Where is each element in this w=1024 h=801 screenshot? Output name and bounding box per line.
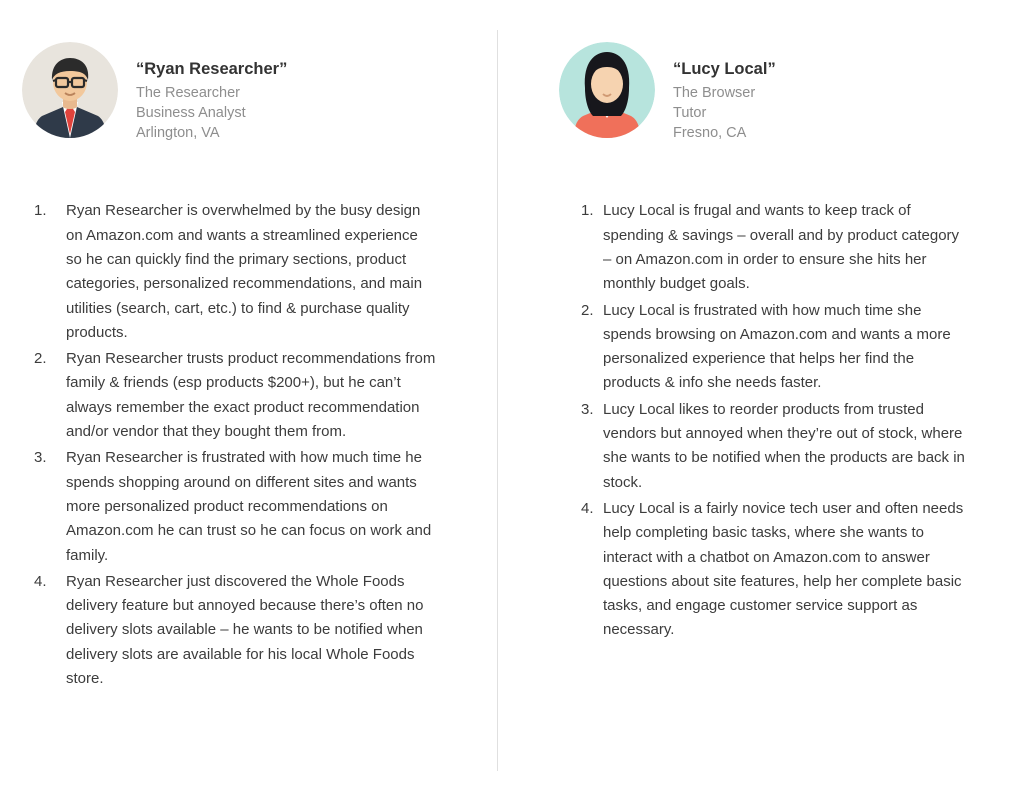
list-item xyxy=(22,570,469,691)
list-item xyxy=(22,446,469,567)
list-item-text: Lucy Local is a fairly novice tech user and often needs help completing basic tasks, where she wants to interact with a chatbot on Amazon.com to answer questions about site features, help her complete basic tasks, and engage customer service support as necessary. xyxy=(603,499,964,639)
persona-location: Arlington, VA xyxy=(136,125,220,142)
list-item-text: Lucy Local is frugal and wants to keep track of spending & savings – overall and by product category – on Amazon.com in order to ensure she hits her monthly budget goals. xyxy=(603,202,960,293)
avatar-female-dark-hair-icon xyxy=(559,42,655,138)
list-item-text: Ryan Researcher trusts product recommendations from family & friends (esp products $200+), but he can’t always remember the exact product recommendation and/or vendor that they bought them from. xyxy=(66,350,436,441)
persona-points-list xyxy=(559,199,974,642)
list-item xyxy=(22,199,469,345)
persona-location: Fresno, CA xyxy=(673,125,747,142)
list-item xyxy=(559,199,974,296)
list-item-number: 2. xyxy=(34,350,47,368)
persona-occupation: Tutor xyxy=(673,105,707,122)
persona-points-list xyxy=(22,199,469,691)
persona-card-lucy-local xyxy=(497,0,994,801)
list-item-text: Lucy Local is frustrated with how much time she spends browsing on Amazon.com and wants a more personalized experience that helps her find the products & info she needs faster. xyxy=(603,301,951,392)
list-item-number: 1. xyxy=(34,202,47,220)
persona-role: The Browser xyxy=(673,84,756,101)
persona-header xyxy=(559,42,974,143)
list-item xyxy=(559,497,974,643)
list-item-number: 2. xyxy=(581,301,594,319)
list-item-text: Ryan Researcher just discovered the Whole Foods delivery feature but annoyed because there’s often no delivery slots available – he wants to be notified when delivery slots are available for his local Whole Foods store. xyxy=(66,572,424,687)
list-item-number: 1. xyxy=(581,202,594,220)
avatar-male-glasses-suit-icon xyxy=(22,42,118,138)
list-item-number: 4. xyxy=(34,572,47,590)
persona-role: The Researcher xyxy=(136,84,240,101)
list-item xyxy=(559,299,974,396)
list-item-number: 4. xyxy=(581,499,594,517)
list-item-text: Ryan Researcher is frustrated with how much time he spends shopping around on different sites and wants more personalized product recommendations on Amazon.com he can trust so he can focus on work and family. xyxy=(66,449,432,564)
list-item-text: Ryan Researcher is overwhelmed by the busy design on Amazon.com and wants a streamlined experience so he can quickly find the primary sections, product categories, personalized recommendations, and main utilities (search, cart, etc.) to find & purchase quality products. xyxy=(66,202,423,341)
list-item-number: 3. xyxy=(34,449,47,467)
persona-meta xyxy=(136,42,287,143)
list-item xyxy=(559,398,974,495)
persona-name: “Lucy Local” xyxy=(673,60,776,78)
persona-occupation: Business Analyst xyxy=(136,105,246,122)
list-item xyxy=(22,347,469,444)
persona-card-ryan-researcher xyxy=(0,0,497,801)
persona-name: “Ryan Researcher” xyxy=(136,60,288,78)
persona-header xyxy=(22,42,469,143)
persona-meta xyxy=(673,42,776,143)
list-item-number: 3. xyxy=(581,400,594,418)
list-item-text: Lucy Local likes to reorder products from trusted vendors but annoyed when they’re out of stock, where she wants to be notified when the products are back in stock. xyxy=(603,400,965,491)
